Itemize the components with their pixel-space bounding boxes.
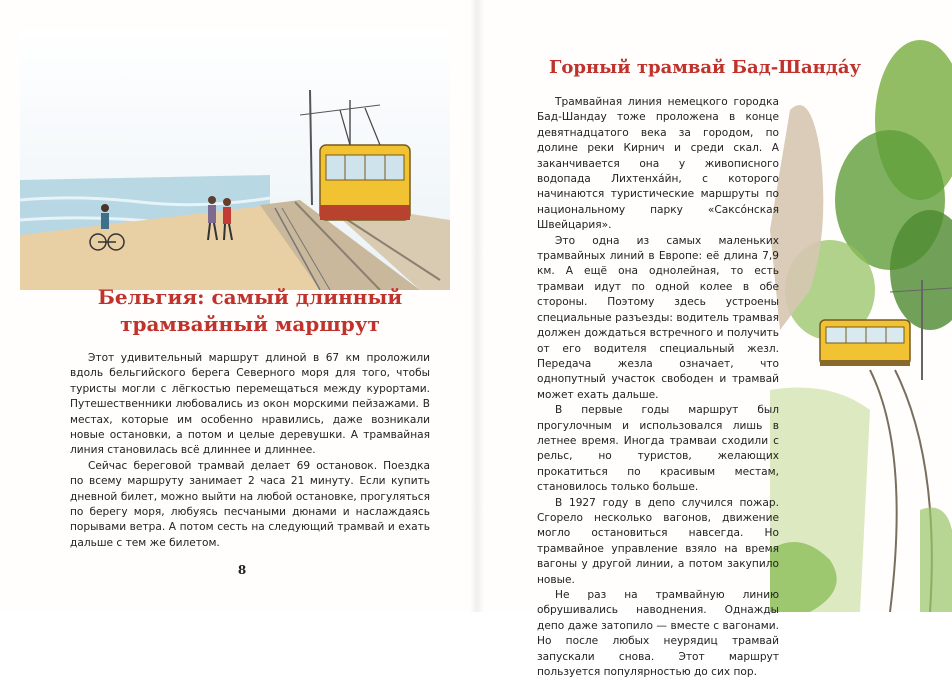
paragraph: Этот удивительный маршрут длиной в 67 км проложили вдоль бельгийского берега Северного моря для того, чтобы туристы могли с лёгкостью перемещаться между курортами. Путешественники любовались из окон морскими пейзажами. В местах, которые им особенно нравились, даже возникали новые остановки, а потом и целые деревушки. А трамвайная линия становилась всё длиннее и длиннее.: [70, 352, 430, 457]
book-gutter: [470, 0, 484, 612]
paragraph: В 1927 году в депо случился пожар. Сгорело несколько вагонов, движение могло остановиться навсегда. Но трамвайное управление взяло на время вагоны у другой линии, а потом закупило новые.: [537, 496, 779, 586]
paragraph: Это одна из самых маленьких трамвайных линий в Европе: её длина 7,9 км. А ещё она однолейная, то есть трамваи идут по одной колее в обе стороны. Поэтому здесь устроены специальные разъезды: водитель трамвая должен дождаться встречного и получить от его водителя специальный жезл. Передача жезла означает, что однопутный участок свободен и трамвай может ехать дальше.: [537, 234, 779, 401]
heading-line-1: Бельгия: самый длинный: [97, 285, 403, 309]
section-heading-belgium: [70, 284, 430, 338]
section-heading-bad-schandau: Горный трамвай Бад-Шандáу: [548, 57, 862, 78]
paragraph: Сейчас береговой трамвай делает 69 остановок. Поездка по всему маршруту занимает 2 часа 21 минуту. Если купить дневной билет, можно выйти на любой остановке, прогуляться по берегу моря, любуясь песчаными дюнами и наслаждаясь порывами ветра. А потом сесть на следующий трамвай и ехать дальше с тем же билетом.: [70, 459, 430, 549]
belgian-coast-tram-illustration: [20, 30, 450, 290]
left-page: [0, 0, 476, 612]
paragraph: В первые годы маршрут был прогулочным и использовался лишь в летнее время. Иногда трамваи сходили с рельс, но туристов, желающих прокатиться по красивым местам, становилось только больше.: [537, 404, 779, 494]
bad-schandau-article-text: [537, 95, 779, 680]
heading-line-2: трамвайный маршрут: [120, 312, 380, 336]
bad-schandau-tram-illustration: [770, 30, 952, 612]
page-number: 8: [237, 563, 247, 577]
paragraph: Не раз на трамвайную линию обрушивались наводнения. Однажды депо даже затопило — вместе с вагонами. Но после любых неурядиц трамвай запускали снова. Этот маршрут пользуется популярностью до сих пор.: [537, 589, 779, 679]
paragraph: Трамвайная линия немецкого городка Бад-Шандау тоже проложена в конце девятнадцатого века за городом, по долине реки Кирнич и среди скал. А заканчивается она у живописного водопада Лихтенхáйн, с которого начинаются туристические маршруты по национальному парку «Саксóнская Швейцария».: [537, 96, 779, 232]
belgium-article-text: [70, 351, 430, 551]
